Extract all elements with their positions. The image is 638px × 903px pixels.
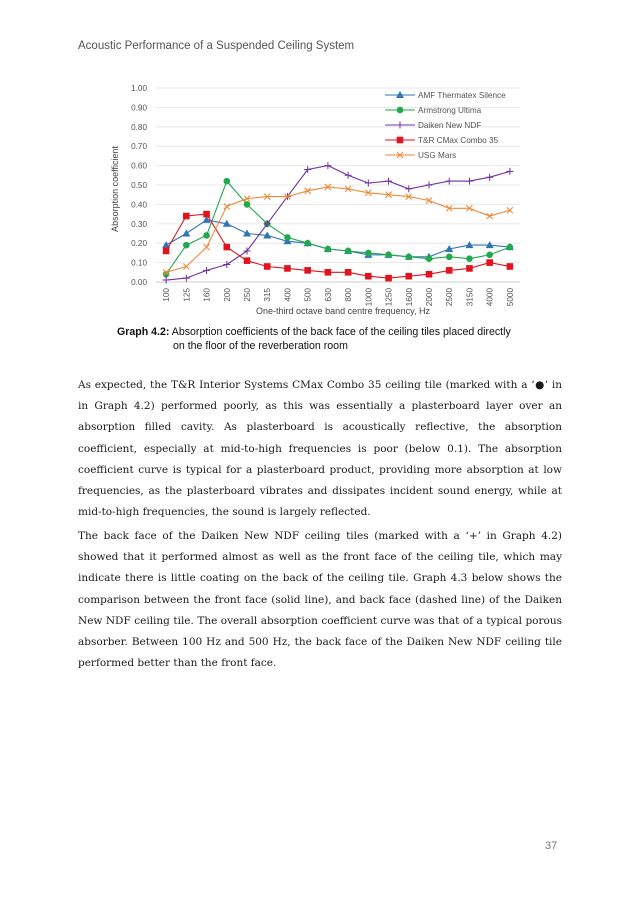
data-point [183, 263, 189, 269]
data-point [507, 263, 514, 270]
data-point [183, 242, 190, 249]
y-tick-label: 0.50 [131, 181, 147, 190]
y-axis-label: Absorption coefficient [110, 146, 120, 232]
data-point [486, 259, 493, 266]
legend-entry: T&R CMax Combo 35 [418, 136, 499, 145]
graph-caption [117, 325, 517, 353]
x-tick-label: 160 [202, 288, 212, 302]
y-tick-label: 0.90 [131, 103, 147, 113]
y-tick-label: 0.80 [131, 122, 147, 132]
data-point [284, 265, 291, 272]
caption-line1: Absorption coefficients of the back face of the ceiling tiles placed directly [169, 326, 511, 338]
x-tick-label: 1600 [404, 288, 414, 307]
data-point [405, 253, 412, 260]
y-tick-label: 0.10 [131, 258, 147, 268]
y-tick-label: 0.70 [131, 142, 147, 152]
data-point [182, 230, 190, 237]
data-point [345, 172, 352, 179]
legend-entry: Armstrong Ultima [418, 106, 482, 115]
data-point [486, 252, 493, 259]
data-point [446, 178, 453, 185]
data-point [163, 248, 170, 255]
x-tick-label: 500 [303, 288, 313, 302]
series-lines [162, 162, 514, 283]
data-point [243, 230, 251, 237]
legend-entry: AMF Thermatex Silence [418, 91, 506, 100]
x-tick-label: 5000 [505, 288, 515, 307]
data-point [325, 246, 332, 253]
data-point [466, 178, 473, 185]
y-tick-label: 0.00 [131, 278, 147, 287]
legend-marker [397, 137, 404, 144]
data-point [426, 255, 433, 262]
y-tick-label: 0.40 [131, 200, 147, 210]
data-point [385, 178, 392, 185]
data-point [506, 168, 513, 175]
paragraph-daiken: The back face of the Daiken New NDF ceiling tiles (marked with a ‘+’ in Graph 4.2) showed that it performed almost as well as the front face of the ceiling tile, which may indicate there is little coating on the back of the ceiling tile. Graph 4.3 below shows the comparison between the front face (solid line), and back face (dashed line) of the Daiken New NDF ceiling tile. The overall absorption coefficient curve was that of a typical porous absorber. Between 100 Hz and 500 Hz, the back face of the Daiken New NDF ceiling tile performed better than the front face. [78, 530, 562, 670]
data-point [203, 267, 210, 274]
data-point [426, 182, 433, 189]
data-point [163, 277, 170, 284]
data-point [325, 269, 332, 276]
series-usg-mars [163, 184, 513, 275]
y-tick-label: 0.30 [131, 219, 147, 229]
data-point [203, 232, 210, 239]
legend-marker [397, 122, 404, 129]
data-point [203, 211, 210, 218]
data-point [183, 213, 190, 220]
data-point [507, 244, 514, 251]
data-point [466, 265, 473, 272]
paragraph-cmax: As expected, the T&R Interior Systems CMax Combo 35 ceiling tile (marked with a ‘●’ in in Graph 4.2) performed poorly, as this was essentially a plasterboard layer over an absorption filled cavity. As plasterboard is acoustically reflective, the absorption coefficient, especially at mid-to-high frequencies is poor (below 0.1). The absorption coefficient curve is typical for a plasterboard product, providing more absorption at low frequencies, as the plasterboard vibrates and dissipates incident sound energy, while at mid-to-high frequencies, the sound is largely reflected. [78, 379, 562, 519]
data-point [365, 273, 372, 280]
y-tick-labels [131, 84, 147, 287]
x-tick-label: 4000 [485, 288, 495, 307]
x-tick-labels [162, 288, 515, 307]
page-number: 37 [545, 840, 558, 852]
x-tick-label: 125 [182, 288, 192, 302]
data-point [304, 267, 311, 274]
data-point [507, 207, 513, 213]
legend-marker [397, 107, 404, 114]
running-header: Acoustic Performance of a Suspended Ceiling System [78, 40, 355, 52]
x-tick-label: 630 [323, 288, 333, 302]
data-point [487, 213, 493, 219]
series-amf-thermatex-silence [162, 216, 514, 260]
data-point [365, 180, 372, 187]
legend [385, 91, 506, 160]
grid-lines [156, 88, 520, 282]
x-tick-label: 800 [344, 288, 354, 302]
x-axis-label: One-third octave band centre frequency, Hz [256, 306, 430, 316]
absorption-chart [78, 78, 528, 318]
data-point [345, 269, 352, 276]
data-point [446, 253, 453, 260]
data-point [385, 275, 392, 282]
series-daiken-new-ndf [163, 162, 514, 283]
x-tick-label: 100 [162, 288, 172, 302]
data-point [264, 263, 271, 270]
data-point [345, 248, 352, 255]
data-point [304, 240, 311, 247]
x-tick-label: 2500 [445, 288, 455, 307]
data-point [244, 201, 251, 208]
data-point [183, 275, 190, 282]
data-point [385, 252, 392, 259]
data-point [223, 178, 230, 185]
series-line [166, 181, 510, 274]
data-point [284, 234, 291, 241]
data-point [405, 273, 412, 280]
series-line [166, 187, 510, 272]
data-point [405, 185, 412, 192]
y-tick-label: 1.00 [131, 84, 147, 93]
data-point [223, 261, 230, 268]
x-tick-label: 250 [243, 288, 252, 302]
data-point [486, 174, 493, 181]
data-point [466, 255, 473, 262]
y-tick-label: 0.20 [131, 239, 147, 249]
data-point [365, 250, 372, 257]
data-point [223, 244, 230, 251]
data-point [204, 244, 210, 250]
x-tick-label: 1000 [364, 288, 374, 307]
x-tick-label: 2000 [425, 288, 434, 307]
x-tick-label: 315 [263, 288, 273, 302]
data-point [446, 267, 453, 274]
data-point [244, 257, 251, 264]
x-tick-label: 3150 [465, 288, 475, 307]
caption-line2: on the floor of the reverberation room [173, 340, 348, 352]
data-point [324, 162, 331, 169]
x-tick-label: 1250 [384, 288, 394, 307]
legend-entry: Daiken New NDF [418, 121, 482, 130]
legend-entry: USG Mars [418, 151, 457, 160]
x-tick-label: 400 [283, 288, 293, 302]
caption-label: Graph 4.2: [117, 326, 170, 338]
y-tick-label: 0.60 [131, 161, 147, 171]
data-point [426, 271, 433, 278]
x-tick-label: 200 [222, 288, 232, 302]
